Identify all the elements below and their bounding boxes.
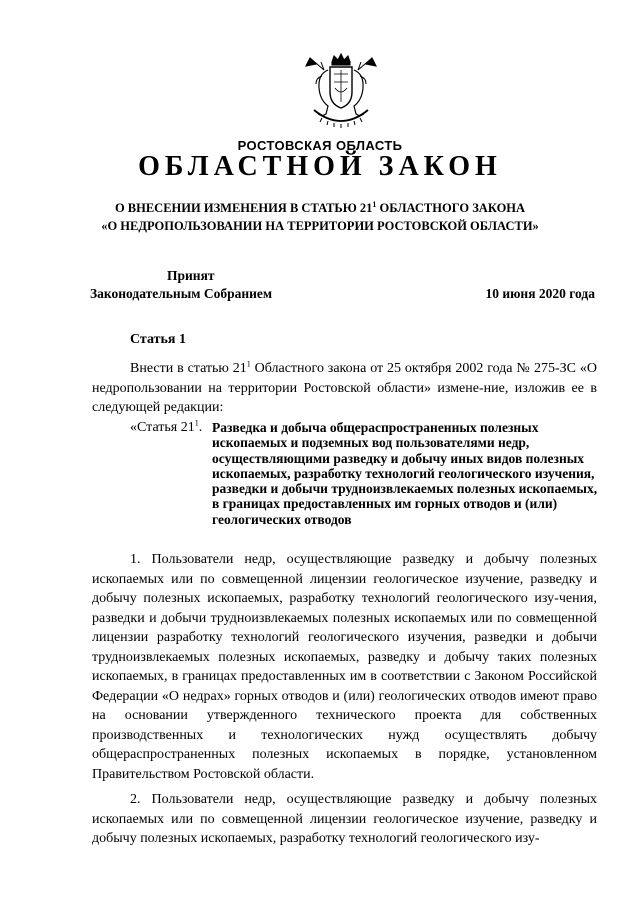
adoption-date: 10 июня 2020 года [485, 286, 595, 301]
law-title-line-1: О ВНЕСЕНИИ ИЗМЕНЕНИЯ В СТАТЬЮ $21^1$ ОБЛАСТНОГО ЗАКОНА [114, 199, 526, 215]
law-title [0, 199, 640, 235]
article-heading: Статья 1 [130, 332, 186, 347]
paragraph-1: 1. Пользователи недр, осуществляющие разведку и добычу полезных ископаемых или по совмещенной лицензии геологическое изучение, разведку и добычу полезных ископаемых, разработку технологий геологического изу-чения, разведки и добычи трудноизвлекаемых полезных ископаемых или по совмещенной лицензии разработку технологий геологического изучения, разведки и добычи трудноизвлекаемых полезных ископаемых, разведку и добычу таких полезных ископаемых, в границах предоставленных им в соответствии с Законом Российской Федерации «О недрах» горных отводов и (или) геологических отводов имеют право на основании утвержденного технического проекта для собственных производственных и технологических нужд осуществлять добычу общераспространенных полезных ископаемых в порядке, установленном Правительством Ростовской области. [92, 552, 597, 782]
paragraph-2: 2. Пользователи недр, осуществляющие разведку и добычу полезных ископаемых или по совмещенной лицензии геологическое изучение, разведку и добычу полезных ископаемых, разработку технологий геологического изу- [92, 792, 597, 846]
quoted-article-title: Разведка и добыча общераспространенных полезных ископаемых и подземных вод пользователями недр, осуществляющими разведку и добычу иных видов полезных ископаемых, разработку технологий геологического изучения, разведки и добычи трудноизвлекаемых полезных ископаемых, в границах предоставленных им горных отводов и (или) геологических отводов [212, 420, 598, 527]
law-title-line-2: «О НЕДРОПОЛЬЗОВАНИИ НА ТЕРРИТОРИИ РОСТОВСКОЙ ОБЛАСТИ» [101, 219, 539, 233]
adopting-body: Законодательным Собранием [90, 286, 273, 301]
region-name: РОСТОВСКАЯ ОБЛАСТЬ [237, 138, 403, 153]
document-type-title: ОБЛАСТНОЙ ЗАКОН [138, 151, 502, 182]
rostov-coat-of-arms-icon [302, 52, 380, 130]
article-intro-paragraph: Внести в статью $21^1$ Областного закона от 25 октября 2002 года № 275-ЗС «О недропользовании на территории Ростовской области» измене-ние, изложив ее в следующей редакции: [92, 359, 597, 415]
quoted-article-label: «Статья $21^1$. [130, 418, 203, 435]
adoption-label: Принят [167, 268, 215, 283]
